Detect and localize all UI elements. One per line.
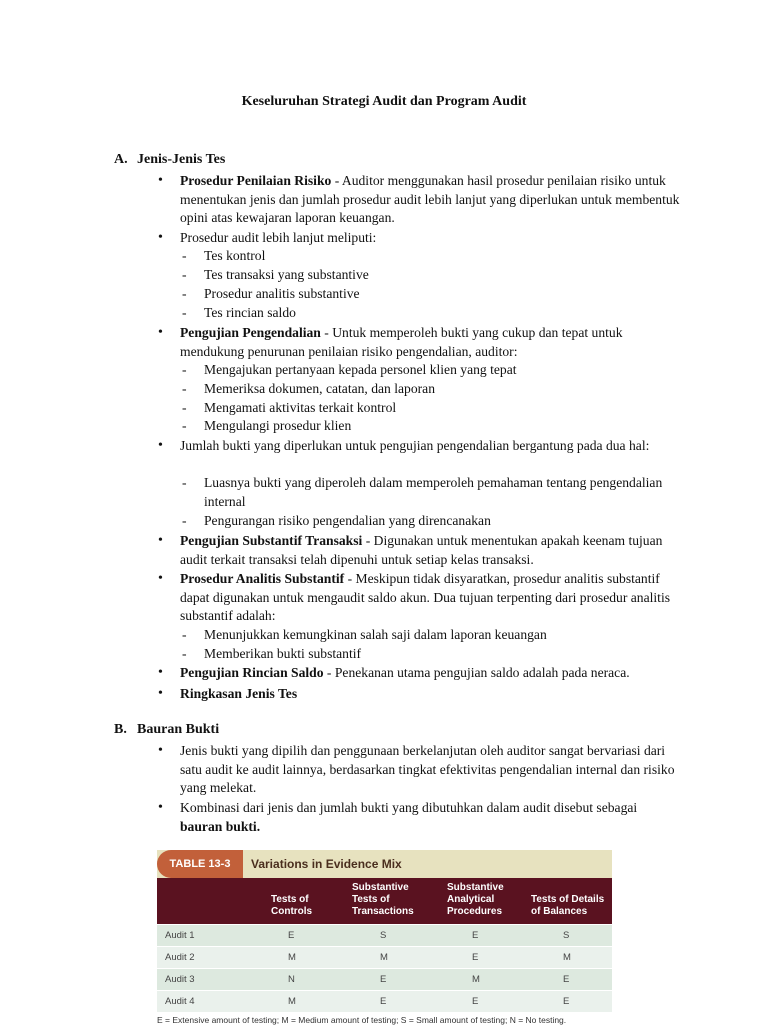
section-title: Bauran Bukti [137,722,220,737]
table-header [157,878,612,924]
table-cell: E [288,930,295,941]
table-cell: S [563,930,570,941]
table-cell: M [563,952,571,963]
page-title: Keseluruhan Strategi Audit dan Program Audit [241,94,527,109]
table-cell: E [472,952,479,963]
column-header: Substantive Analytical Procedures [447,882,504,917]
section-b-heading [114,722,219,738]
section-title: Jenis-Jenis Tes [137,152,226,167]
table-cell: E [563,996,570,1007]
section-a-heading [114,152,225,168]
column-header: Tests of Details of Balances [531,894,605,917]
table-row [157,946,612,968]
sub-list-item: - Memeriksa dokumen, catatan, dan laporan [204,380,664,399]
list-item: • Kombinasi dari jenis dan jumlah bukti yang dibutuhkan dalam audit disebut sebagai bauran bukti. [180,799,680,836]
column-header: Tests of Controls [271,894,313,917]
row-label: Audit 3 [165,974,195,985]
evidence-mix-table [157,850,612,1012]
sub-list-item: - Tes transaksi yang substantive [204,266,664,285]
table-caption: Variations in Evidence Mix [251,857,402,871]
table-tag: TABLE 13-3 [157,850,243,878]
row-label: Audit 1 [165,930,195,941]
section-letter: A. [114,152,128,167]
table-cell: E [472,930,479,941]
table-row [157,924,612,946]
list-item: • Prosedur audit lebih lanjut meliputi: [180,229,680,248]
row-label: Audit 4 [165,996,195,1007]
table-row [157,968,612,990]
list-item: • Ringkasan Jenis Tes [180,685,680,704]
column-header: Substantive Tests of Transactions [352,882,414,917]
table-cell: E [380,996,387,1007]
table-cell: E [563,974,570,985]
table-cell: M [288,996,296,1007]
table-legend-note: E = Extensive amount of testing; M = Medium amount of testing; S = Small amount of testing; N = No testing. [157,1015,567,1025]
list-item: • Pengujian Pengendalian - Untuk memperoleh bukti yang cukup dan tepat untuk mendukung penurunan penilaian risiko pengendalian, auditor: [180,324,680,361]
sub-list-item: - Menunjukkan kemungkinan salah saji dalam laporan keuangan [204,626,664,645]
list-item: • Jumlah bukti yang diperlukan untuk pengujian pengendalian bergantung pada dua hal: [180,437,680,456]
table-cell: S [380,930,387,941]
list-item: • Pengujian Rincian Saldo - Penekanan utama pengujian saldo adalah pada neraca. [180,664,680,683]
sub-list-item: - Tes rincian saldo [204,304,664,323]
list-item: • Prosedur Penilaian Risiko - Auditor menggunakan hasil prosedur penilaian risiko untuk menentukan jenis dan jumlah prosedur audit lebih lanjut yang diperlukan untuk membentuk opini atas kewajaran laporan keuangan. [180,172,680,228]
table-cell: E [380,974,387,985]
table-cell: N [288,974,295,985]
sub-list-item: - Mengamati aktivitas terkait kontrol [204,399,664,418]
table-cell: M [380,952,388,963]
sub-list-item: - Prosedur analitis substantive [204,285,664,304]
table-cell: M [288,952,296,963]
row-label: Audit 2 [165,952,195,963]
table-row [157,990,612,1012]
table-cell: M [472,974,480,985]
table-cell: E [472,996,479,1007]
table-title-bar [157,850,612,878]
sub-list-item: - Mengulangi prosedur klien [204,417,664,436]
sub-list-item: - Pengurangan risiko pengendalian yang direncanakan [204,512,664,531]
list-item: • Pengujian Substantif Transaksi - Digunakan untuk menentukan apakah keenam tujuan audit terkait transaksi telah dipenuhi untuk setiap kelas transaksi. [180,532,680,569]
sub-list-item: - Luasnya bukti yang diperoleh dalam memperoleh pemahaman tentang pengendalian internal [204,474,664,511]
section-letter: B. [114,722,127,737]
list-item: • Jenis bukti yang dipilih dan penggunaan berkelanjutan oleh auditor sangat bervariasi dari satu audit ke audit lainnya, berdasarkan tingkat efektivitas pengendalian internal dan risiko yang melekat. [180,742,680,798]
list-item: • Prosedur Analitis Substantif - Meskipun tidak disyaratkan, prosedur analitis substantif dapat digunakan untuk mengaudit saldo akun. Dua tujuan terpenting dari prosedur analitis substantif adalah: [180,570,680,626]
sub-list-item: - Memberikan bukti substantif [204,645,664,664]
sub-list-item: - Mengajukan pertanyaan kepada personel klien yang tepat [204,361,664,380]
sub-list-item: - Tes kontrol [204,247,664,266]
